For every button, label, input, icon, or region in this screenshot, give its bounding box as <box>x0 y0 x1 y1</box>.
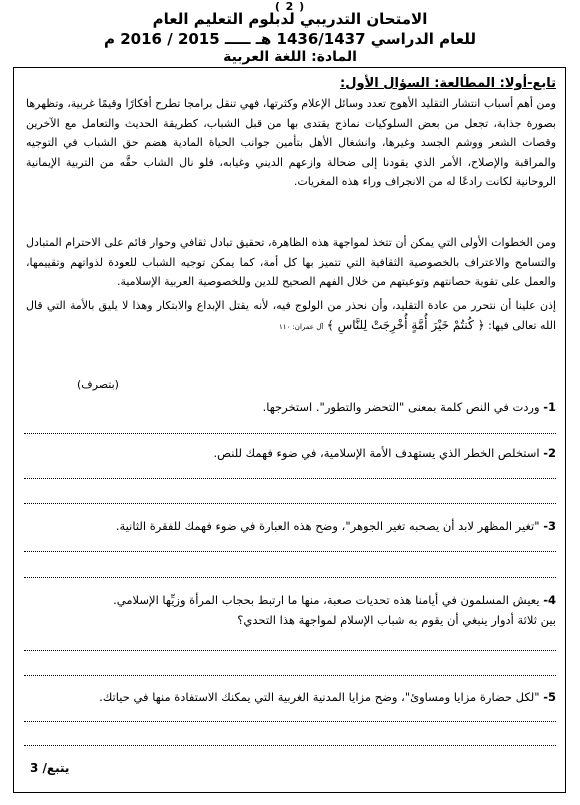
question-text: استخلص الخطر الذي يستهدف الأمة الإسلامية، في ضوء فهمك للنص. <box>213 446 540 460</box>
answer-line[interactable] <box>24 650 556 651</box>
question-number: 4- <box>543 593 556 607</box>
question-text: "تغير المظهر لابد أن يصحبه تغير الجوهر"، وضح هذه العبارة في ضوء فهمك للفقرة الثانية. <box>115 519 540 533</box>
question-text: يعيش المسلمون في أيامنا هذه تحديات صعبة، منها ما ارتبط بحجاب المرأة وزيِّها الإسلامي. <box>113 593 540 607</box>
question-text: وردت في النص كلمة بمعنى "التحضر والتطور". استخرجها. <box>262 400 540 414</box>
answer-line[interactable] <box>24 478 556 479</box>
passage-text: ومن أهم أسباب انتشار التقليد الأهوج تعدد وسائل الإعلام وكثرتها، فهي تنقل برامجا تطرح أفكارًا وقيمًا غربية، وتظهرها بصورة جذابة، تجعل من بعض السلوكيات نماذج يقتدى بها من قبل الشباب، كطريقة الحديث والتعامل مع الآخرين وقصات الشعر ووشم الجسد وغيرها، وانشغال الأهل بتأمين جوانب الحياة المادية هضم حق الشباب في التوجيه والمراقبة والإصلاح، الأمر الذي يقودنا إلى ضحالة وازعهم الديني وغيابه، فلو نال الشاب حقَّه من التربية الإيمانية الروحانية لكانت رادعًا له من الانجراف وراء هذه المغريات. <box>26 97 556 188</box>
answer-line[interactable] <box>24 433 556 434</box>
passage-text: إذن علينا أن نتحرر من عادة التقليد، وأن نحذر من الولوج فيه، لأنه يقتل الإبداع والابتكار وهذا لا يليق بالأمة التي قال الله تعالى فيها: <box>26 299 556 332</box>
section-title: تابع-أولا: المطالعة: السؤال الأول: <box>340 76 556 91</box>
question-number: 3- <box>543 519 556 533</box>
adapted-note: (بتصرف) <box>77 378 119 391</box>
question-2 <box>214 443 557 463</box>
question-subtext: بين ثلاثة أدوار ينبغي أن يقوم به شباب الإسلام لمواجهة هذا التحدي؟ <box>237 613 556 627</box>
subject-line: المادة: اللغة العربية <box>223 49 357 65</box>
question-text: "لكل حضارة مزايا ومساوئ"، وضح مزايا المدنية الغربية التي يمكنك الاستفادة منها في حياتك. <box>99 690 540 704</box>
question-number: 2- <box>543 446 556 460</box>
passage-paragraph-1 <box>26 94 556 192</box>
exam-title: الامتحان التدريبي لدبلوم التعليم العام <box>152 10 428 28</box>
question-1 <box>263 397 556 417</box>
answer-line[interactable] <box>24 721 556 722</box>
continue-note: يتبع/ 3 <box>30 761 70 775</box>
question-4 <box>113 590 556 630</box>
answer-line[interactable] <box>24 503 556 504</box>
answer-line[interactable] <box>24 551 556 552</box>
question-number: 1- <box>543 400 556 414</box>
passage-paragraph-2 <box>26 233 556 292</box>
page-number: ( 2 ) <box>274 0 306 13</box>
answer-line[interactable] <box>24 675 556 676</box>
answer-line[interactable] <box>24 745 556 746</box>
passage-paragraph-3 <box>26 296 556 337</box>
quran-verse: ﴿ كُنتُمْ خَيْرَ أُمَّةٍ أُخْرِجَتْ لِلنَّاسِ ﴾ <box>326 317 485 332</box>
question-number: 5- <box>543 690 556 704</box>
verse-reference: آل عمران: ١١٠ <box>278 322 324 331</box>
academic-year: للعام الدراسي 1436/1437 هـ ـــــ 2015 / 2016 م <box>104 30 476 48</box>
question-3 <box>116 516 556 536</box>
question-5 <box>99 687 556 707</box>
answer-line[interactable] <box>24 577 556 578</box>
passage-text: ومن الخطوات الأولى التي يمكن أن تتخذ لمواجهة هذه الظاهرة، تحقيق تبادل ثقافي وحوار قائم على الاحترام المتبادل والتسامح والاعتراف بالخصوصية الثقافية التي تتميز بها كل أمة، كما يمكن توجيه الشباب للعودة لذواتهم وتقييمها، والعمل على تقوية حصانتهم وتوعيتهم من خلال الفهم الصحيح للدين وللخصوصية العربية الإسلامية. <box>26 236 556 288</box>
